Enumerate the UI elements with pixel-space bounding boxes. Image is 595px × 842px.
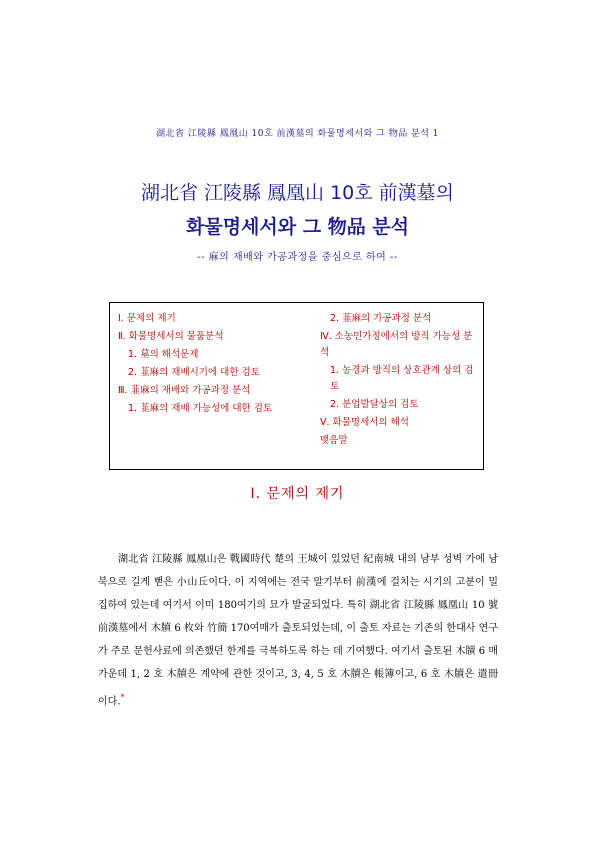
footnote-marker[interactable]: * [120, 693, 125, 702]
title-line-1: 湖北省 江陵縣 鳳凰山 10호 前漢墓의 [140, 182, 455, 204]
toc-item[interactable]: 1. 농경과 방직의 상호관계 상의 검토 [330, 365, 474, 392]
body-text: 湖北省 江陵縣 鳳凰山은 戰國時代 楚의 王城이 있었던 紀南城 내의 남부 성벽 가에 남북으로 길게 뻗은 小山丘이다. 이 지역에는 전국 말기부터 前漢에 걸치는 시기의 고분이 밀집하여 있는데 여기서 이미 180여기의 묘가 발굴되었다. 특히 湖北省 江陵縣 鳳凰山 10 號 前漢墓에서 木牘 6 枚와 竹簡 170여매가 출토되었는데, 이 출토 자료는 기존의 한대사 연구가 주로 문헌사료에 의존했던 한계를 극복하도록 하는 데 기여했다. 여기서 출토된 木牘 6 매 가운데 1, 2 호 木牘은 계약에 관한 것이고, 3, 4, 5 호 木牘은 帳簿이고, 6 호 木牘은 遣冊이다. [98, 554, 498, 708]
running-header: 湖北省 江陵縣 鳳凰山 10호 前漢墓의 화물명세서와 그 物品 분석 1 [155, 129, 440, 139]
toc-item[interactable]: 1. 韮麻의 재배 가능성에 대한 검토 [128, 403, 273, 414]
table-of-contents [109, 302, 484, 470]
toc-right-column [320, 311, 478, 451]
subtitle: -- 麻의 재배와 가공과정을 중심으로 하여 -- [197, 252, 398, 263]
toc-item[interactable]: 1. 墓의 해석문제 [128, 349, 199, 360]
toc-item[interactable]: Ⅳ. 소농민가정에서의 방직 가능성 분석 [320, 331, 473, 358]
toc-item[interactable]: 2. 韮麻의 가공과정 분석 [330, 313, 432, 324]
toc-left-column [118, 311, 298, 419]
title-line-2: 화물명세서와 그 物品 분석 [185, 216, 410, 238]
title-block [0, 180, 595, 263]
toc-item[interactable]: Ⅱ. 화물명세서의 물품분석 [118, 331, 224, 342]
toc-item[interactable]: Ⅴ. 화물명세서의 해석 [320, 417, 409, 428]
toc-item[interactable]: 2. 분업발달상의 검토 [330, 399, 419, 410]
toc-item[interactable]: Ⅲ. 韮麻의 재배와 가공과정 분석 [118, 385, 251, 396]
toc-item[interactable]: 맺음말 [320, 435, 348, 446]
section-heading: Ⅰ. 문제의 제기 [250, 486, 345, 502]
toc-item[interactable]: Ⅰ. 문제의 제기 [118, 313, 176, 324]
toc-item[interactable]: 2. 韮麻의 재배시기에 대한 검토 [128, 367, 260, 378]
body-paragraph [98, 548, 498, 713]
